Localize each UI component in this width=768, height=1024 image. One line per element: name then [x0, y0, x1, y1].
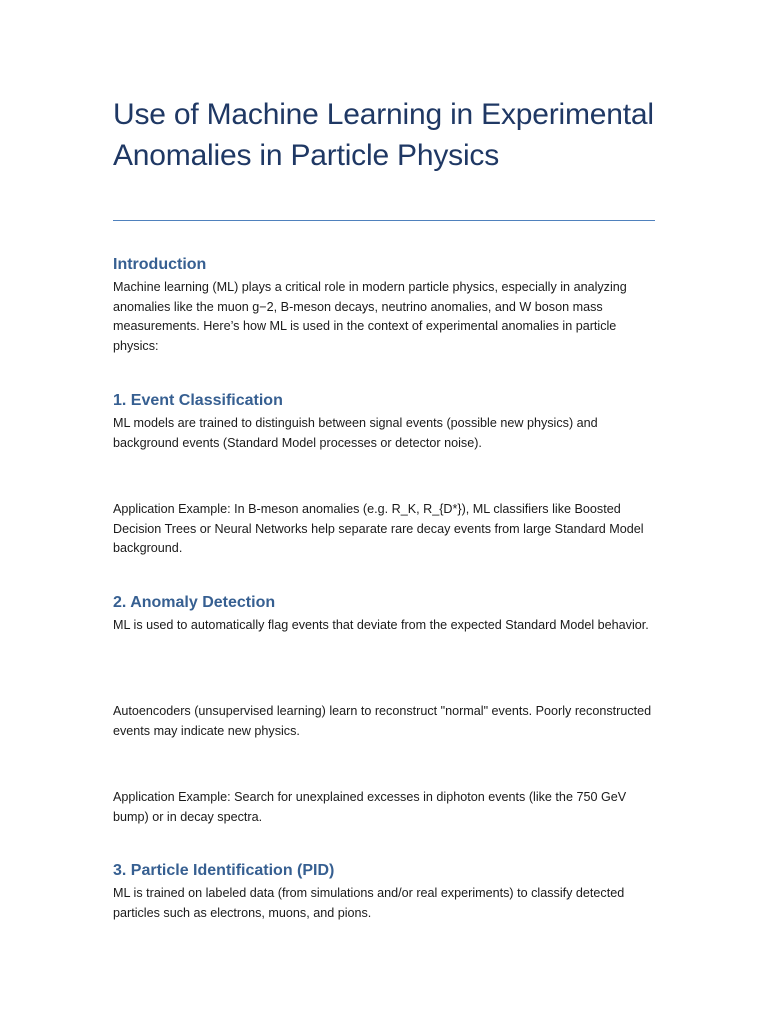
paragraph-event-classification-2: Application Example: In B-meson anomalies (e.g. R_K, R_{D*}), ML classifiers like Boosted Decision Trees or Neural Networks help separate rare decay events from large Standard Model background.: [113, 502, 644, 556]
paragraph-anomaly-detection-3: Application Example: Search for unexplained excesses in diphoton events (like the 750 GeV bump) or in decay spectra.: [113, 790, 627, 824]
section-heading-particle-identification: 3. Particle Identification (PID): [113, 862, 335, 879]
paragraph-introduction: Machine learning (ML) plays a critical role in modern particle physics, especially in analyzing anomalies like the muon g−2, B-meson decays, neutrino anomalies, and W boson mass measurements. Here’s how ML is used in the context of experimental anomalies in particle physics:: [113, 280, 627, 353]
paragraph-event-classification-1: ML models are trained to distinguish between signal events (possible new physics) and background events (Standard Model processes or detector noise).: [113, 416, 598, 450]
paragraph-anomaly-detection-2: Autoencoders (unsupervised learning) learn to reconstruct "normal" events. Poorly reconstructed events may indicate new physics.: [113, 704, 652, 738]
section-heading-introduction: Introduction: [113, 256, 207, 273]
document-title: Use of Machine Learning in Experimental Anomalies in Particle Physics: [113, 98, 654, 172]
section-heading-event-classification: 1. Event Classification: [113, 392, 283, 409]
title-divider: [113, 220, 655, 221]
paragraph-anomaly-detection-1: ML is used to automatically flag events that deviate from the expected Standard Model behavior.: [113, 618, 649, 632]
paragraph-particle-identification: ML is trained on labeled data (from simulations and/or real experiments) to classify detected particles such as electrons, muons, and pions.: [113, 886, 625, 920]
section-heading-anomaly-detection: 2. Anomaly Detection: [113, 594, 276, 611]
